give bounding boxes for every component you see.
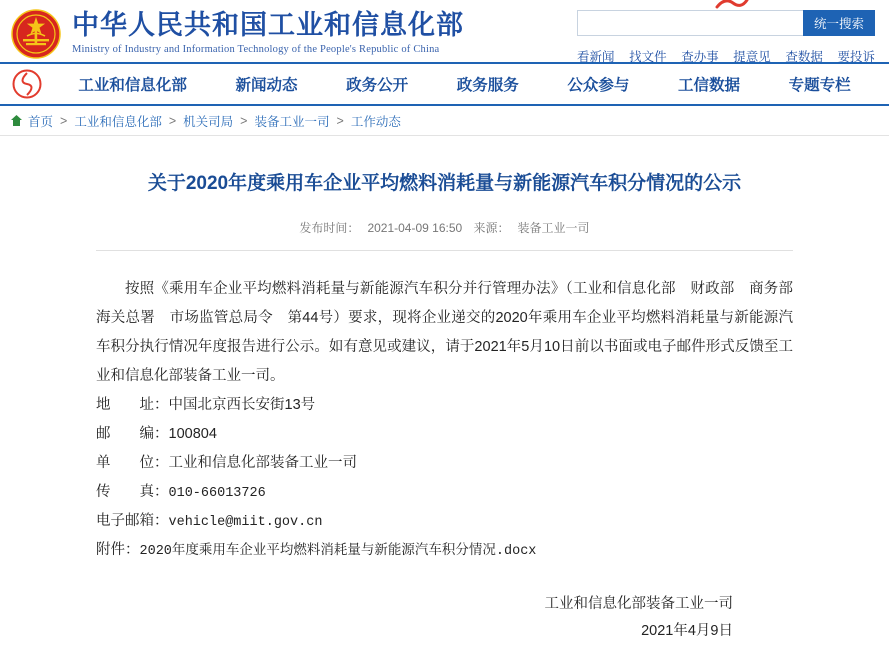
quicklink-feedback[interactable]: 提意见 [733, 50, 771, 64]
miit-logo-icon [12, 69, 42, 99]
breadcrumb [0, 106, 889, 136]
breadcrumb-item-work-updates[interactable]: 工作动态 [350, 114, 401, 129]
source-label: 来源： [473, 220, 510, 235]
article-signature [96, 565, 793, 646]
nav-items [54, 73, 889, 95]
breadcrumb-separator: > [336, 113, 344, 128]
article-paragraph-1: 按照《乘用车企业平均燃料消耗量与新能源汽车积分并行管理办法》（工业和信息化部 财政部 商务部 海关总署 市场监管总局令 第44号）要求，现将企业递交的2020年乘用车企业平均燃料消耗量与新能源汽车积分执行情况年度报告进行公示。如有意见或建议，请于2021年5月10日前以书面或电子邮件形式反馈至工业和信息化部装备工业一司。 [96, 280, 808, 384]
contact-postcode [96, 420, 793, 449]
signature-date: 2021年4月9日 [641, 623, 733, 640]
quicklink-services[interactable]: 查办事 [681, 50, 719, 64]
quicklink-news[interactable]: 看新闻 [577, 50, 615, 64]
attachment-line[interactable] [96, 536, 793, 565]
contact-email-label: 电子邮箱： [96, 512, 169, 529]
quicklink-documents[interactable]: 找文件 [629, 50, 667, 64]
search-block [577, 10, 875, 65]
contact-email [96, 507, 793, 536]
search-row [577, 10, 875, 36]
contact-address-label: 地 址： [96, 396, 169, 413]
unified-search-button[interactable]: 统一搜索 [803, 10, 875, 36]
nav-item-industry-data[interactable]: 工信数据 [678, 77, 741, 94]
contact-unit [96, 449, 793, 478]
nav-item-government-services[interactable]: 政务服务 [456, 77, 519, 94]
home-icon [10, 114, 23, 127]
publish-time-label: 发布时间： [299, 220, 360, 235]
quick-links [577, 47, 875, 65]
contact-fax-value: 010-66013726 [168, 485, 266, 501]
nav-item-government-openness[interactable]: 政务公开 [346, 77, 409, 94]
decorative-ornament [715, 0, 749, 8]
contact-fax-label: 传 真： [96, 483, 169, 500]
main-navigation [0, 62, 889, 106]
contact-unit-label: 单 位： [96, 454, 169, 471]
breadcrumb-separator: > [168, 113, 177, 128]
article-body [96, 251, 808, 565]
contact-address-value: 中国北京西长安街13号 [168, 396, 316, 413]
signature-organization: 工业和信息化部装备工业一司 [544, 595, 733, 612]
china-national-emblem-icon [10, 8, 62, 60]
publish-time-value: 2021-04-09 16:50 [367, 220, 463, 235]
attachment-file-name[interactable]: 2020年度乘用车企业平均燃料消耗量与新能源汽车积分情况.docx [139, 543, 537, 559]
nav-item-public-participation[interactable]: 公众参与 [567, 77, 630, 94]
contact-address [96, 391, 793, 420]
search-input[interactable] [577, 10, 803, 36]
contact-fax [96, 478, 793, 507]
source-value: 装备工业一司 [517, 220, 590, 235]
breadcrumb-separator: > [60, 113, 68, 128]
page-title: 关于2020年度乘用车企业平均燃料消耗量与新能源汽车积分情况的公示 [147, 173, 742, 194]
breadcrumb-item-ministry[interactable]: 工业和信息化部 [74, 114, 162, 129]
nav-item-ministry[interactable]: 工业和信息化部 [78, 77, 187, 94]
breadcrumb-separator: > [240, 113, 248, 128]
quicklink-complaint[interactable]: 要投诉 [837, 50, 875, 64]
org-name-en: Ministry of Industry and Information Technology of the People's Republic of China [72, 44, 440, 56]
breadcrumb-item-departments[interactable]: 机关司局 [183, 114, 234, 129]
site-header [0, 0, 889, 62]
nav-item-news[interactable]: 新闻动态 [235, 77, 298, 94]
article [0, 136, 889, 646]
breadcrumb-item-home[interactable]: 首页 [28, 114, 54, 129]
contact-unit-value: 工业和信息化部装备工业一司 [168, 454, 357, 471]
org-name-cn: 中华人民共和国工业和信息化部 [72, 10, 464, 40]
contact-email-value: vehicle@miit.gov.cn [168, 514, 323, 530]
attachment-label: 附件： [96, 541, 140, 558]
org-title-block [72, 8, 464, 55]
nav-item-special-topics[interactable]: 专题专栏 [788, 77, 851, 94]
quicklink-data[interactable]: 查数据 [785, 50, 823, 64]
contact-postcode-label: 邮 编： [96, 425, 169, 442]
breadcrumb-item-equipment-dept[interactable]: 装备工业一司 [254, 114, 330, 129]
contact-postcode-value: 100804 [168, 425, 217, 442]
article-meta [96, 219, 793, 251]
